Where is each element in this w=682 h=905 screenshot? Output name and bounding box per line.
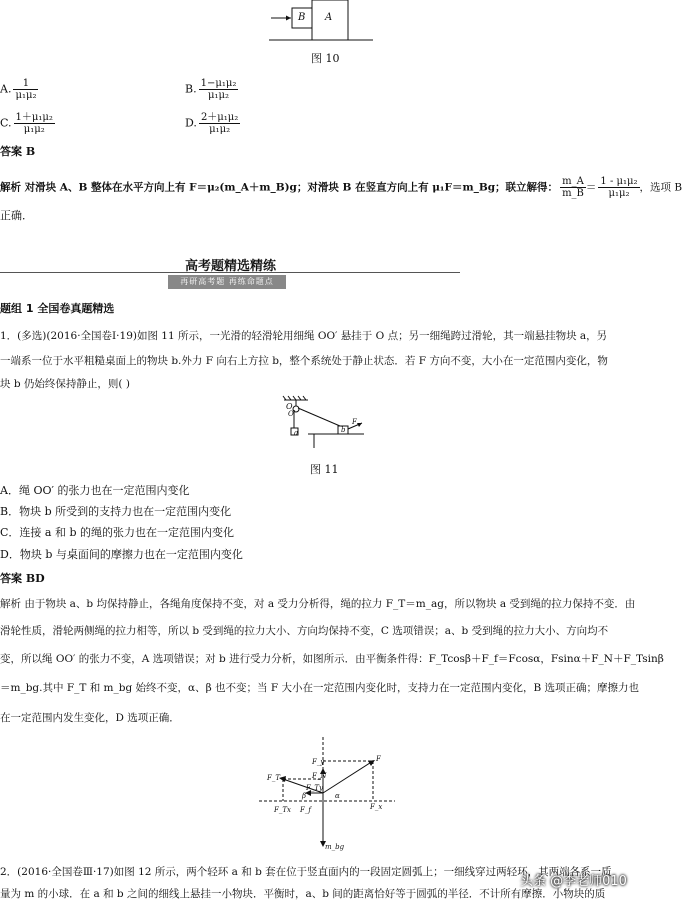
q1-analysis-line4: ＝m_bg.其中 F_T 和 m_bg 始终不变，α、β 也不变；当 F 大小在一定范围内变化时，支持力在一定范围内变化，B 选项正确；摩擦力也 — [0, 682, 640, 694]
force-label-fy: F_y — [312, 758, 325, 766]
q1-option-a: A．绳 OO′ 的张力也在一定范围内变化 — [0, 484, 190, 497]
force-label-alpha: α — [335, 792, 340, 800]
force-label-ff: F_f — [300, 806, 311, 814]
fig10-caption: 图 10 — [311, 52, 340, 65]
section-divider — [0, 272, 460, 273]
force-label-f: F — [376, 755, 381, 763]
option-a: A. $\frac{1}{\text{μ₁μ₂}}$ — [0, 78, 37, 101]
fig11-label-o: O — [286, 402, 293, 411]
fig10-label-a: A — [325, 12, 333, 23]
fig11-label-f: F — [352, 418, 357, 426]
force-label-mbg: m_bg — [325, 843, 345, 851]
q1-answer: 答案 BD — [0, 572, 45, 585]
q1-analysis-line2: 滑轮性质，滑轮两侧绳的拉力相等，所以 b 受到绳的拉力大小、方向均保持不变，C 选项错误；a、b 受到绳的拉力大小、方向均不 — [0, 625, 609, 637]
q1-line3: 块 b 仍始终保持静止，则( ) — [0, 378, 130, 390]
option-b: B. $\frac{\text{1−μ₁μ₂}}{\text{μ₁μ₂}}$ — [185, 78, 237, 101]
watermark: 头条 @李老师010 — [520, 874, 627, 889]
option-c: C. $\frac{\text{1＋μ₁μ₂}}{\text{μ₁μ₂}}$ — [0, 112, 53, 135]
force-diagram — [255, 735, 400, 853]
answer-prev: 答案 B — [0, 145, 36, 158]
q1-analysis-line1: 解析 由于物块 a、b 均保持静止，各绳角度保持不变，对 a 受力分析得，绳的拉力 F_T＝m_ag，所以物块 a 受到绳的拉力保持不变．由 — [0, 598, 636, 610]
q1-option-d: D．物块 b 与桌面间的摩擦力也在一定范围内变化 — [0, 548, 243, 561]
fig11-caption: 图 11 — [310, 463, 339, 476]
analysis-prev-line2: 正确． — [0, 209, 33, 222]
force-label-ftx: F_Tx — [274, 806, 291, 814]
force-label-fty: F_Ty — [306, 784, 323, 792]
option-d: D. $\frac{\text{2＋μ₁μ₂}}{\text{μ₁μ₂}}$ — [185, 112, 239, 135]
q2-line2: 量为 m 的小球．在 a 和 b 之间的细线上悬挂一小物块．平衡时，a、b 间的距离恰好等于圆弧的半径．不计所有摩擦．小物块的质 — [0, 888, 606, 900]
fig11-label-oprime: O′ — [288, 410, 296, 418]
fig11-label-b: b — [341, 426, 346, 434]
q1-option-c: C．连接 a 和 b 的绳的张力也在一定范围内变化 — [0, 526, 235, 539]
q1-analysis-line3: 变，所以绳 OO′ 的张力不变，A 选项错误；对 b 进行受力分析，如图所示．由平衡条件得：F_Tcosβ＋F_f＝Fcosα，Fsinα＋F_N＋F_Tsinβ — [0, 653, 664, 665]
force-label-ft: F_T — [267, 774, 281, 782]
fig10-label-b: B — [298, 12, 306, 23]
section-title: 高考题精选精练 — [185, 259, 277, 274]
force-label-fn: F_N — [312, 772, 327, 780]
q2-line1: 2．(2016·全国卷Ⅲ·17)如图 12 所示，两个轻环 a 和 b 套在位于竖直面内的一段固定圆弧上；一细线穿过两轻环，其两端各系一质 — [0, 866, 612, 878]
figure-10 — [265, 0, 375, 46]
q1-line1: 1．(多选)(2016·全国卷Ⅰ·19)如图 11 所示，一光滑的轻滑轮用细绳 OO′ 悬挂于 O 点；另一细绳跨过滑轮，其一端悬挂物块 a，另 — [0, 330, 608, 342]
section-subtitle: 再研高考题 再练命题点 — [168, 275, 286, 289]
force-label-beta: β — [302, 792, 307, 800]
q1-line2: 一端系一位于水平粗糙桌面上的物块 b.外力 F 向右上方拉 b，整个系统处于静止状态．若 F 方向不变，大小在一定范围内变化，物 — [0, 355, 608, 367]
group1-title: 题组 1 全国卷真题精选 — [0, 302, 115, 315]
q1-analysis-line5: 在一定范围内发生变化，D 选项正确． — [0, 712, 180, 724]
fig11-label-a: a — [294, 429, 299, 437]
q1-option-b: B．物块 b 所受到的支持力也在一定范围内变化 — [0, 505, 232, 518]
analysis-prev-line1: 解析 对滑块 A、B 整体在水平方向上有 F＝μ₂(m_A＋m_B)g；对滑块 B 在竖直方向上有 μ₁F＝m_Bg；联立解得： $\frac{m\_A}{m\_B}$ ＝ $\frac{\text{1 - μ₁μ₂}}{\text{μ₁μ₂}}$ ，选项 B — [0, 176, 682, 199]
force-label-fx: F_x — [370, 803, 383, 811]
